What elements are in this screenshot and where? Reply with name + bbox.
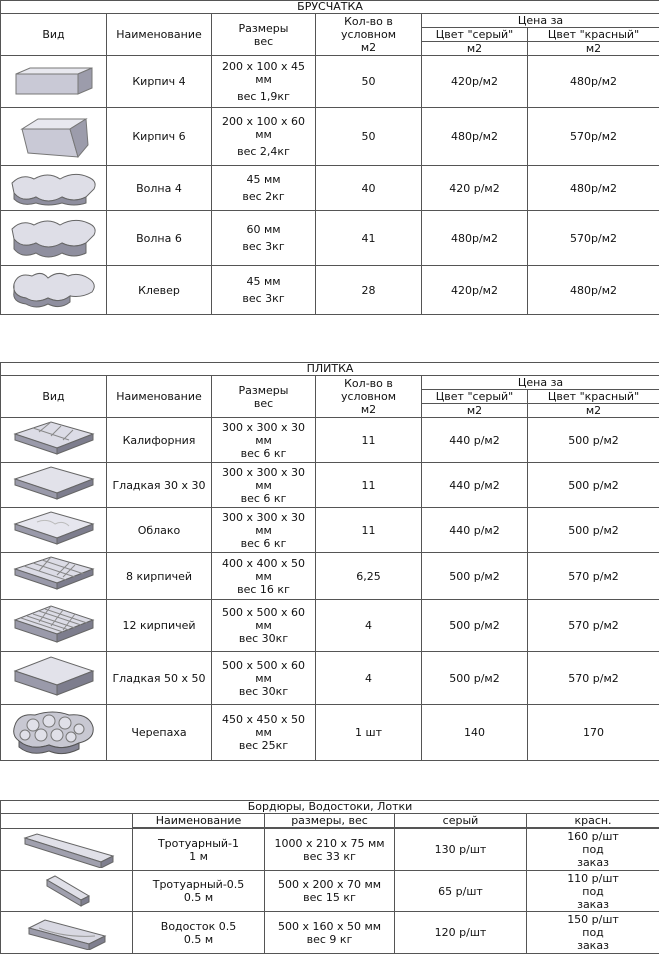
table-cell: 120 р/шт bbox=[395, 912, 527, 954]
table-cell: 160 р/шт под заказ bbox=[527, 829, 659, 871]
table-row bbox=[1, 652, 659, 705]
table-cell: 440 р/м2 bbox=[422, 508, 528, 553]
wave-tall-icon bbox=[1, 211, 107, 266]
twelve-bricks-tile-icon bbox=[1, 600, 107, 652]
turtle-tile-icon bbox=[1, 705, 107, 761]
table-cell: 40 bbox=[316, 166, 422, 211]
table-cell: Волна 6 bbox=[107, 211, 212, 266]
table-cell: 500 х 500 х 60 мм вес 30кг bbox=[212, 652, 316, 705]
smooth-large-tile-icon bbox=[1, 652, 107, 705]
table-cell: Тротуарный-0.5 0.5 м bbox=[133, 871, 265, 912]
table-cell: 4 bbox=[316, 600, 422, 652]
table-cell: 45 мм вес 3кг bbox=[212, 266, 316, 315]
table-row bbox=[1, 871, 659, 912]
table-cell: 480р/м2 bbox=[528, 166, 659, 211]
table-cell: Гладкая 30 х 30 bbox=[107, 463, 212, 508]
table-cell: 300 х 300 х 30 мм вес 6 кг bbox=[212, 463, 316, 508]
clover-icon bbox=[1, 266, 107, 315]
table-cell: 400 х 400 х 50 мм вес 16 кг bbox=[212, 553, 316, 600]
table-row bbox=[1, 108, 659, 166]
table-cell: Кол-во в условном м2 bbox=[316, 376, 422, 418]
table-cell: 500 х 160 х 50 мм вес 9 кг bbox=[265, 912, 395, 954]
table-cell: Калифорния bbox=[107, 418, 212, 463]
table-cell: 50 bbox=[316, 108, 422, 166]
header-name: Наименование bbox=[107, 14, 212, 56]
table-cell: 500 х 200 х 70 мм вес 15 кг bbox=[265, 871, 395, 912]
table-cell: Цвет "красный" bbox=[528, 390, 659, 404]
table-cell: 480р/м2 bbox=[422, 108, 528, 166]
table-cell: 500 р/м2 bbox=[528, 508, 659, 553]
table-cell: 500 р/м2 bbox=[528, 463, 659, 508]
table-cell: 65 р/шт bbox=[395, 871, 527, 912]
table-cell: 450 х 450 х 50 мм вес 25кг bbox=[212, 705, 316, 761]
table-cell: м2 bbox=[528, 404, 659, 418]
table-cell: 440 р/м2 bbox=[422, 418, 528, 463]
table-cell: 570 р/м2 bbox=[528, 553, 659, 600]
table-cell: Цвет "серый" bbox=[422, 390, 528, 404]
table-cell: красн. bbox=[527, 814, 659, 828]
table-cell: Водосток 0.5 0.5 м bbox=[133, 912, 265, 954]
table-cell: Наименование bbox=[107, 376, 212, 418]
table-row bbox=[1, 705, 659, 761]
table-cell: Гладкая 50 х 50 bbox=[107, 652, 212, 705]
table-cell: 140 bbox=[422, 705, 528, 761]
table-cell: Наименование bbox=[133, 814, 265, 828]
header-qty: Кол-во в условном м2 bbox=[316, 14, 422, 56]
table-row bbox=[1, 166, 659, 211]
paving-title: БРУСЧАТКА bbox=[1, 1, 659, 14]
header-price: Цена за bbox=[422, 14, 659, 28]
table-cell: 110 р/шт под заказ bbox=[527, 871, 659, 912]
table-cell: 12 кирпичей bbox=[107, 600, 212, 652]
table-cell: 420р/м2 bbox=[422, 56, 528, 108]
table-cell: 500 р/м2 bbox=[422, 652, 528, 705]
table-cell: 1 шт bbox=[316, 705, 422, 761]
table-cell: 50 bbox=[316, 56, 422, 108]
california-tile-icon bbox=[1, 418, 107, 463]
table-cell: 11 bbox=[316, 508, 422, 553]
table-cell: 480р/м2 bbox=[528, 56, 659, 108]
table-row bbox=[1, 418, 659, 463]
table-cell: 570 р/м2 bbox=[528, 652, 659, 705]
tiles-table bbox=[0, 362, 659, 761]
drain-icon bbox=[1, 912, 133, 954]
table-cell: 480р/м2 bbox=[422, 211, 528, 266]
table-cell: 200 х 100 х 45 мм вес 1,9кг bbox=[212, 56, 316, 108]
table-cell: Черепаха bbox=[107, 705, 212, 761]
header-view: Вид bbox=[1, 14, 107, 56]
table-cell: м2 bbox=[422, 404, 528, 418]
table-cell: 570р/м2 bbox=[528, 211, 659, 266]
table-cell: 170 bbox=[528, 705, 659, 761]
table-cell: 420р/м2 bbox=[422, 266, 528, 315]
table-cell: 440 р/м2 bbox=[422, 463, 528, 508]
table-cell: Облако bbox=[107, 508, 212, 553]
table-cell: 570р/м2 bbox=[528, 108, 659, 166]
curbs-image-header bbox=[1, 814, 133, 829]
table-cell: 300 х 300 х 30 мм вес 6 кг bbox=[212, 508, 316, 553]
header-unit-red: м2 bbox=[528, 42, 659, 56]
table-row bbox=[1, 829, 659, 871]
brick-tall-icon bbox=[1, 108, 107, 166]
table-cell: 150 р/шт под заказ bbox=[527, 912, 659, 954]
table-cell: 1000 х 210 х 75 мм вес 33 кг bbox=[265, 829, 395, 871]
table-row bbox=[1, 508, 659, 553]
table-row bbox=[1, 463, 659, 508]
cloud-tile-icon bbox=[1, 508, 107, 553]
eight-bricks-tile-icon bbox=[1, 553, 107, 600]
header-unit-gray: м2 bbox=[422, 42, 528, 56]
header-red: Цвет "красный" bbox=[528, 28, 659, 42]
table-cell: 6,25 bbox=[316, 553, 422, 600]
table-cell: 28 bbox=[316, 266, 422, 315]
curbs-table bbox=[0, 800, 659, 954]
table-cell: 570 р/м2 bbox=[528, 600, 659, 652]
table-cell: Кирпич 4 bbox=[107, 56, 212, 108]
table-cell: 11 bbox=[316, 463, 422, 508]
table-row bbox=[1, 211, 659, 266]
table-cell: 300 х 300 х 30 мм вес 6 кг bbox=[212, 418, 316, 463]
table-cell: Вид bbox=[1, 376, 107, 418]
table-cell: Цена за bbox=[422, 376, 659, 390]
table-cell: 200 х 100 х 60 мм вес 2,4кг bbox=[212, 108, 316, 166]
table-cell: 500 р/м2 bbox=[528, 418, 659, 463]
table-cell: 130 р/шт bbox=[395, 829, 527, 871]
table-cell: Кирпич 6 bbox=[107, 108, 212, 166]
wave-icon bbox=[1, 166, 107, 211]
header-size: Размеры вес bbox=[212, 14, 316, 56]
table-cell: 500 х 500 х 60 мм вес 30кг bbox=[212, 600, 316, 652]
table-cell: 45 мм вес 2кг bbox=[212, 166, 316, 211]
table-cell: 480р/м2 bbox=[528, 266, 659, 315]
brick-icon bbox=[1, 56, 107, 108]
table-row bbox=[1, 266, 659, 315]
table-cell: 420 р/м2 bbox=[422, 166, 528, 211]
table-cell: 11 bbox=[316, 418, 422, 463]
table-row bbox=[1, 600, 659, 652]
table-cell: 60 мм вес 3кг bbox=[212, 211, 316, 266]
table-cell: 4 bbox=[316, 652, 422, 705]
table-cell: 8 кирпичей bbox=[107, 553, 212, 600]
header-gray: Цвет "серый" bbox=[422, 28, 528, 42]
curbs-title: Бордюры, Водостоки, Лотки bbox=[1, 801, 659, 814]
table-cell: серый bbox=[395, 814, 527, 828]
table-row bbox=[1, 912, 659, 954]
table-cell: Тротуарный-1 1 м bbox=[133, 829, 265, 871]
smooth-tile-icon bbox=[1, 463, 107, 508]
tiles-title: ПЛИТКА bbox=[1, 363, 659, 376]
table-cell: Клевер bbox=[107, 266, 212, 315]
table-cell: размеры, вес bbox=[265, 814, 395, 828]
table-row bbox=[1, 553, 659, 600]
table-cell: 500 р/м2 bbox=[422, 553, 528, 600]
table-cell: 41 bbox=[316, 211, 422, 266]
paving-table bbox=[0, 0, 659, 315]
table-cell: Волна 4 bbox=[107, 166, 212, 211]
table-row bbox=[1, 56, 659, 108]
curb-short-icon bbox=[1, 871, 133, 912]
table-cell: Размеры вес bbox=[212, 376, 316, 418]
curb-long-icon bbox=[1, 829, 133, 871]
table-cell: 500 р/м2 bbox=[422, 600, 528, 652]
